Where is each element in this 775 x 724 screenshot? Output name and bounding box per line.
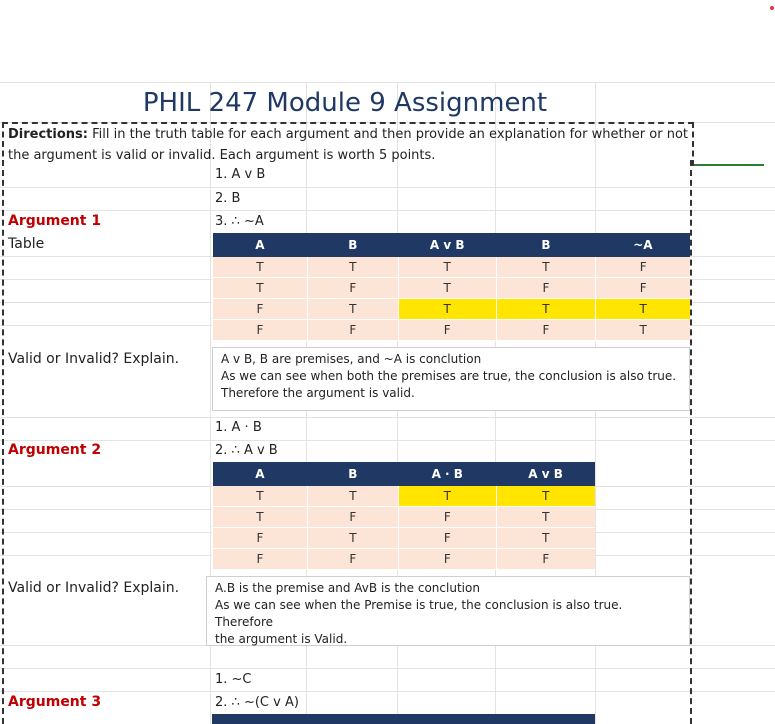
table-cell[interactable]: F: [398, 549, 496, 570]
table-cell[interactable]: F: [496, 278, 596, 299]
print-area-right-border: [690, 160, 692, 724]
table-cell[interactable]: T: [596, 320, 690, 341]
directions-label: Directions:: [8, 127, 88, 142]
table-cell[interactable]: T: [307, 486, 398, 507]
argument-1-label: Argument 1: [8, 213, 102, 229]
table-header-row: [213, 462, 596, 486]
table-cell[interactable]: F: [213, 528, 308, 549]
table-cell[interactable]: T: [496, 507, 595, 528]
table-cell-highlighted[interactable]: T: [398, 299, 496, 320]
table-label: Table: [8, 236, 45, 252]
truth-table-2: [212, 462, 595, 570]
header-cell: B: [307, 233, 398, 257]
table-cell[interactable]: T: [398, 257, 496, 278]
table-cell[interactable]: F: [596, 278, 690, 299]
table-cell-highlighted[interactable]: T: [496, 299, 596, 320]
arg3-conclusion: 2. ∴ ~(C v A): [215, 695, 299, 710]
header-cell: A v B: [398, 233, 496, 257]
table-row-highlighted: [213, 486, 596, 507]
header-cell: A: [213, 233, 308, 257]
table-cell[interactable]: T: [496, 528, 595, 549]
table-row: [213, 528, 596, 549]
table-cell[interactable]: T: [213, 257, 308, 278]
table-cell-highlighted[interactable]: T: [398, 486, 496, 507]
directions-text: Fill in the truth table for each argument and then provide an explanation for whether or not the argument is valid or invalid. Each argument is worth 5 points.: [8, 127, 688, 163]
table-cell[interactable]: T: [307, 299, 398, 320]
explanation-line: Therefore the argument is valid.: [221, 386, 415, 400]
selection-border: [690, 164, 764, 166]
header-cell: B: [496, 233, 596, 257]
explanation-line: As we can see when the Premise is true, the conclusion is also true. Therefore: [215, 598, 623, 629]
explanation-line: As we can see when both the premises are true, the conclusion is also true.: [221, 369, 677, 383]
table-cell[interactable]: F: [496, 320, 596, 341]
explanation-line: A.B is the premise and AvB is the conclution: [215, 581, 480, 595]
table-row: [213, 507, 596, 528]
status-dot: [770, 6, 774, 10]
arg1-premise-1: 1. A v B: [215, 167, 266, 182]
table-cell[interactable]: F: [213, 299, 308, 320]
table-row: [213, 320, 691, 341]
print-area-left-border: [2, 160, 4, 724]
table-row: [213, 257, 691, 278]
table-cell[interactable]: F: [307, 320, 398, 341]
header-cell: ~A: [596, 233, 690, 257]
table-cell[interactable]: F: [307, 549, 398, 570]
table-row: [213, 549, 596, 570]
argument-3-label: Argument 3: [8, 694, 102, 710]
table-cell[interactable]: F: [496, 549, 595, 570]
table-cell[interactable]: T: [307, 257, 398, 278]
table-cell[interactable]: T: [398, 278, 496, 299]
table-cell[interactable]: F: [213, 320, 308, 341]
header-cell: A · B: [398, 462, 496, 486]
arg2-premise-1: 1. A · B: [215, 420, 262, 435]
table-cell-highlighted[interactable]: T: [596, 299, 690, 320]
explanation-line: A v B, B are premises, and ~A is conclution: [221, 352, 482, 366]
table-cell[interactable]: T: [213, 507, 308, 528]
table-cell[interactable]: T: [213, 278, 308, 299]
arg1-explanation-box[interactable]: [212, 347, 690, 411]
table-cell[interactable]: F: [398, 320, 496, 341]
table-cell-highlighted[interactable]: T: [496, 486, 595, 507]
truth-table-3-header: [212, 714, 595, 724]
arg1-premise-2: 2. B: [215, 191, 241, 206]
truth-table-1: [212, 233, 690, 341]
table-cell[interactable]: F: [307, 507, 398, 528]
header-cell: A: [213, 462, 308, 486]
table-row-highlighted: [213, 299, 691, 320]
table-header-row: [213, 233, 691, 257]
table-cell[interactable]: T: [496, 257, 596, 278]
arg2-explain-label: Valid or Invalid? Explain.: [8, 580, 180, 596]
header-cell: A v B: [496, 462, 595, 486]
table-cell[interactable]: F: [398, 528, 496, 549]
arg1-explain-label: Valid or Invalid? Explain.: [8, 351, 180, 367]
table-cell[interactable]: F: [596, 257, 690, 278]
table-cell[interactable]: T: [213, 486, 308, 507]
arg3-premise-1: 1. ~C: [215, 672, 252, 687]
table-cell[interactable]: F: [307, 278, 398, 299]
table-cell[interactable]: F: [213, 549, 308, 570]
arg1-conclusion: 3. ∴ ~A: [215, 214, 264, 229]
argument-2-label: Argument 2: [8, 442, 102, 458]
arg2-conclusion: 2. ∴ A v B: [215, 443, 278, 458]
directions: [8, 124, 688, 166]
header-cell: B: [307, 462, 398, 486]
explanation-line: the argument is Valid.: [215, 632, 348, 646]
table-row: [213, 278, 691, 299]
table-cell[interactable]: F: [398, 507, 496, 528]
table-cell[interactable]: T: [307, 528, 398, 549]
arg2-explanation-box[interactable]: [206, 576, 690, 646]
page-title: PHIL 247 Module 9 Assignment: [142, 88, 548, 118]
